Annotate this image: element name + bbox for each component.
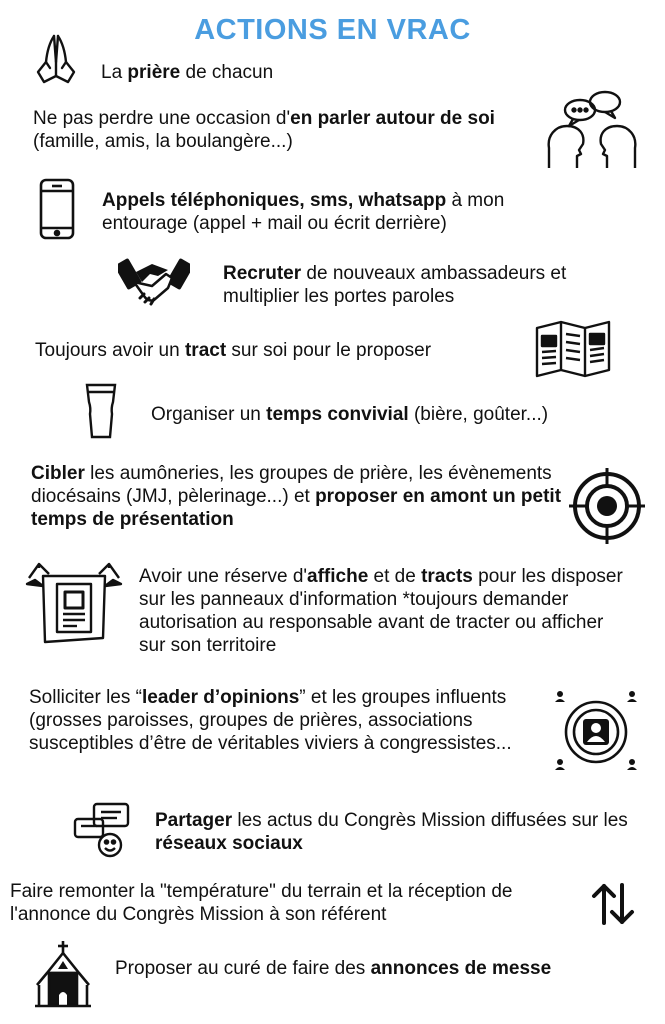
emphasis-text: Cibler [31,463,85,484]
emphasis-text: Appels téléphoniques, sms, whatsapp [102,190,447,211]
item-leaders: Solliciter les “leader d’opinions” et les groupes influents (grosses paroisses, groupes de prières, associations susceptibles d’être de véritables viviers à congressistes... [29,687,512,754]
emphasis-text: en parler autour de soi [290,108,495,129]
emphasis-text: temps convivial [266,404,409,425]
page-title: ACTIONS EN VRAC [194,14,471,46]
handshake-icon [118,252,190,312]
item-cibler: Cibler les aumôneries, les groupes de prière, les évènements diocésains (JMJ, pèlerinage...) et proposer en amont un petit temps de présentation [31,463,562,530]
item-convivial: Organiser un temps convivial (bière, goûter...) [151,404,549,425]
item-messe: Proposer au curé de faire des annonces de messe [115,958,552,979]
church-icon [33,939,93,1009]
beer-glass-icon [84,382,118,440]
item-priere: La prière de chacun [101,62,274,83]
item-partager: Partager les actus du Congrès Mission diffusées sur les réseaux sociaux [155,810,628,854]
poster-board-icon [25,556,123,650]
emphasis-text: tract [184,340,227,361]
smartphone-icon [38,178,76,240]
item-affiche: Avoir une réserve d'affiche et de tracts pour les disposer sur les panneaux d'information *toujours demander autorisation au responsable avant de tracter ou afficher sur son territoire [139,566,623,656]
target-icon [567,466,647,546]
praying-hands-icon [33,32,79,88]
leaflet-icon [534,318,612,380]
conversation-icon [543,88,639,172]
item-tract: Toujours avoir un tract sur soi pour le proposer [35,340,432,361]
emphasis-text: Partager [155,810,233,831]
emphasis-text: affiche [307,566,369,587]
social-media-icon [72,801,132,861]
emphasis-text: proposer en amont un petit temps de présentation [31,486,562,530]
emphasis-text: Recruter [223,263,302,284]
item-parler: Ne pas perdre une occasion d'en parler autour de soi (famille, amis, la boulangère...) [33,108,495,152]
emphasis-text: réseaux sociaux [155,833,303,854]
item-appels: Appels téléphoniques, sms, whatsapp à mon entourage (appel + mail ou écrit derrière) [102,190,505,234]
emphasis-text: leader d’opinions [141,687,300,708]
item-temperature: Faire remonter la "température" du terrain et la réception de l'annonce du Congrès Mission à son référent [10,881,513,925]
emphasis-text: annonces de messe [370,958,552,979]
up-down-arrows-icon [589,881,637,927]
emphasis-text: tracts [421,566,473,587]
influencer-network-icon [552,688,640,776]
item-recruter: Recruter de nouveaux ambassadeurs et multiplier les portes paroles [223,263,567,307]
emphasis-text: prière [127,62,181,83]
